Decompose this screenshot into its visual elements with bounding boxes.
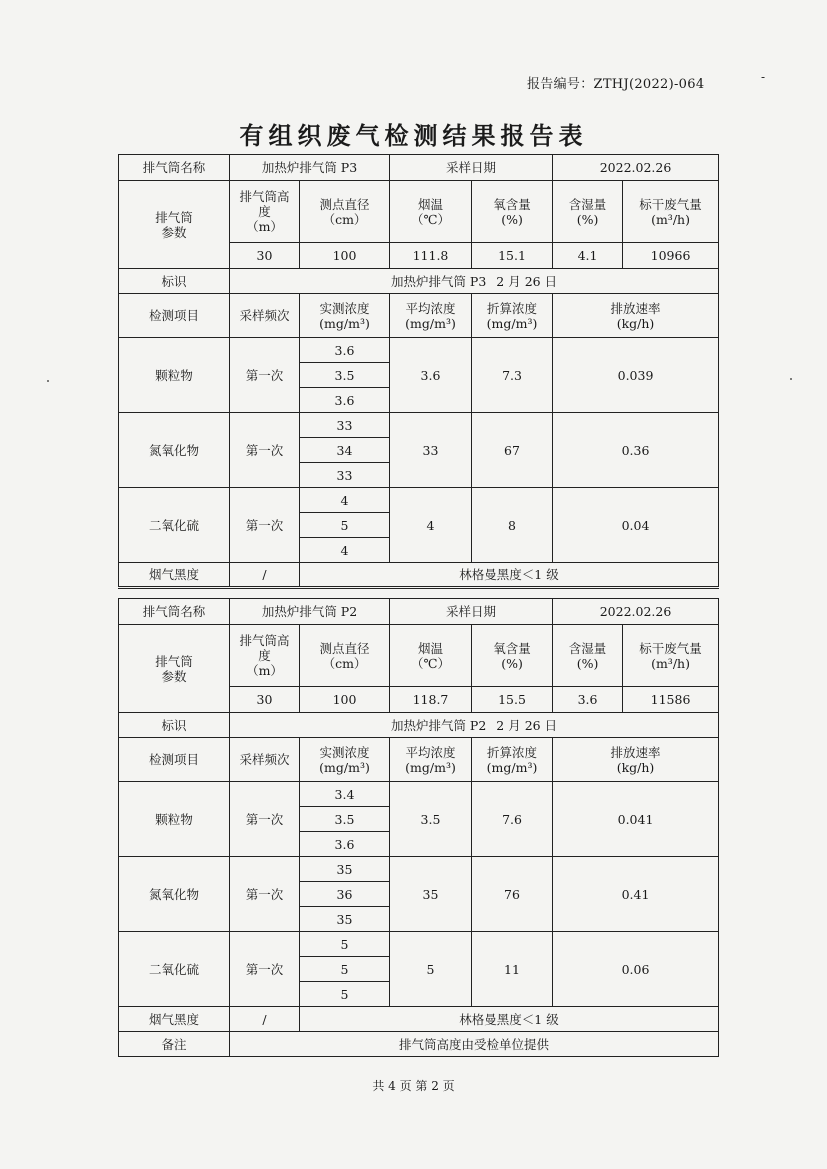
emission-rate-value: 0.04 — [553, 488, 719, 563]
avg-value: 33 — [390, 413, 472, 488]
moisture-header: 含湿量 (%) — [553, 625, 623, 687]
pollutant-freq: 第一次 — [230, 932, 300, 1007]
flue-temp-value: 118.7 — [390, 687, 472, 713]
dry-gas-flow-value: 11586 — [623, 687, 719, 713]
measured-conc-header: 实测浓度 (mg/m³) — [300, 294, 390, 338]
margin-mark: - — [761, 70, 766, 84]
avg-conc-header: 平均浓度 (mg/m³) — [390, 294, 472, 338]
flue-temp-header: 烟温 （℃） — [390, 181, 472, 243]
avg-value: 3.5 — [390, 782, 472, 857]
emission-rate-value: 0.06 — [553, 932, 719, 1007]
converted-value: 7.6 — [472, 782, 553, 857]
measured-value: 4 — [300, 538, 390, 563]
marker-stack: 加热炉排气筒 P2 — [390, 717, 487, 733]
smoke-blackness-freq: / — [230, 1007, 300, 1032]
stack-params-label: 排气筒 参数 — [119, 625, 230, 713]
flue-temp-value: 111.8 — [390, 243, 472, 269]
measured-value: 3.4 — [300, 782, 390, 807]
moisture-value: 3.6 — [553, 687, 623, 713]
pollutant-name: 氮氧化物 — [119, 413, 230, 488]
measured-value: 33 — [300, 463, 390, 488]
pollutant-name: 二氧化硫 — [119, 488, 230, 563]
pollutant-freq: 第一次 — [230, 413, 300, 488]
marker-value — [230, 269, 719, 294]
dry-gas-flow-header: 标干废气量 (m³/h) — [623, 181, 719, 243]
stack-height-header: 排气筒高 度 （m） — [230, 181, 300, 243]
pollutant-name: 氮氧化物 — [119, 857, 230, 932]
measured-value: 36 — [300, 882, 390, 907]
stack-p2-table — [118, 598, 719, 1057]
marker-stack: 加热炉排气筒 P3 — [390, 273, 487, 289]
point-diameter-header: 测点直径 （cm） — [300, 625, 390, 687]
pollutant-freq: 第一次 — [230, 338, 300, 413]
stack-name: 加热炉排气筒 P2 — [230, 599, 390, 625]
converted-value: 7.3 — [472, 338, 553, 413]
stack-name-label: 排气筒名称 — [119, 155, 230, 181]
measured-value: 3.6 — [300, 338, 390, 363]
marker-date: 2 月 26 日 — [496, 273, 558, 289]
point-diameter-value: 100 — [300, 243, 390, 269]
measured-value: 33 — [300, 413, 390, 438]
pollutant-freq: 第一次 — [230, 782, 300, 857]
pollutant-name: 二氧化硫 — [119, 932, 230, 1007]
dry-gas-flow-value: 10966 — [623, 243, 719, 269]
avg-value: 4 — [390, 488, 472, 563]
stack-height-value: 30 — [230, 243, 300, 269]
oxygen-value: 15.5 — [472, 687, 553, 713]
avg-value: 3.6 — [390, 338, 472, 413]
converted-value: 67 — [472, 413, 553, 488]
measured-value: 5 — [300, 513, 390, 538]
moisture-header: 含湿量 (%) — [553, 181, 623, 243]
pollutant-freq: 第一次 — [230, 857, 300, 932]
stack-params-label: 排气筒 参数 — [119, 181, 230, 269]
flue-temp-header: 烟温 （℃） — [390, 625, 472, 687]
test-item-header: 检测项目 — [119, 294, 230, 338]
pollutant-name: 颗粒物 — [119, 782, 230, 857]
sampling-freq-header: 采样频次 — [230, 738, 300, 782]
converted-conc-header: 折算浓度 (mg/m³) — [472, 294, 553, 338]
marker-label: 标识 — [119, 713, 230, 738]
stack-height-header: 排气筒高 度 （m） — [230, 625, 300, 687]
emission-rate-value: 0.41 — [553, 857, 719, 932]
marker-label: 标识 — [119, 269, 230, 294]
scan-speck — [47, 380, 49, 382]
marker-value — [230, 713, 719, 738]
sampling-date-label: 采样日期 — [390, 155, 553, 181]
oxygen-header: 氧含量 (%) — [472, 181, 553, 243]
marker-date: 2 月 26 日 — [496, 717, 558, 733]
measured-conc-header: 实测浓度 (mg/m³) — [300, 738, 390, 782]
emission-rate-value: 0.039 — [553, 338, 719, 413]
stack-height-value: 30 — [230, 687, 300, 713]
measured-value: 3.6 — [300, 388, 390, 413]
avg-value: 35 — [390, 857, 472, 932]
pollutant-name: 颗粒物 — [119, 338, 230, 413]
oxygen-value: 15.1 — [472, 243, 553, 269]
measured-value: 5 — [300, 932, 390, 957]
converted-value: 8 — [472, 488, 553, 563]
emission-rate-header: 排放速率 (kg/h) — [553, 294, 719, 338]
measured-value: 3.5 — [300, 807, 390, 832]
remarks-label: 备注 — [119, 1032, 230, 1057]
moisture-value: 4.1 — [553, 243, 623, 269]
page-title: 有组织废气检测结果报告表 — [239, 122, 588, 150]
emission-rate-header: 排放速率 (kg/h) — [553, 738, 719, 782]
avg-value: 5 — [390, 932, 472, 1007]
remarks-value: 排气筒高度由受检单位提供 — [230, 1032, 719, 1057]
smoke-blackness-value: 林格曼黑度＜1 级 — [300, 1007, 719, 1032]
converted-conc-header: 折算浓度 (mg/m³) — [472, 738, 553, 782]
measured-value: 5 — [300, 957, 390, 982]
measured-value: 35 — [300, 907, 390, 932]
smoke-blackness-label: 烟气黑度 — [119, 563, 230, 588]
avg-conc-header: 平均浓度 (mg/m³) — [390, 738, 472, 782]
pollutant-freq: 第一次 — [230, 488, 300, 563]
point-diameter-header: 测点直径 （cm） — [300, 181, 390, 243]
smoke-blackness-label: 烟气黑度 — [119, 1007, 230, 1032]
emission-rate-value: 0.041 — [553, 782, 719, 857]
measured-value: 34 — [300, 438, 390, 463]
measured-value: 35 — [300, 857, 390, 882]
measured-value: 3.5 — [300, 363, 390, 388]
sampling-date: 2022.02.26 — [553, 155, 719, 181]
converted-value: 76 — [472, 857, 553, 932]
smoke-blackness-value: 林格曼黑度＜1 级 — [300, 563, 719, 588]
measured-value: 4 — [300, 488, 390, 513]
dry-gas-flow-header: 标干废气量 (m³/h) — [623, 625, 719, 687]
stack-p3-table — [118, 154, 719, 589]
sampling-freq-header: 采样频次 — [230, 294, 300, 338]
test-item-header: 检测项目 — [119, 738, 230, 782]
converted-value: 11 — [472, 932, 553, 1007]
emission-rate-value: 0.36 — [553, 413, 719, 488]
report-number: 报告编号：ZTHJ(2022)-064 — [527, 77, 705, 92]
stack-name-label: 排气筒名称 — [119, 599, 230, 625]
point-diameter-value: 100 — [300, 687, 390, 713]
stack-name: 加热炉排气筒 P3 — [230, 155, 390, 181]
measured-value: 5 — [300, 982, 390, 1007]
smoke-blackness-freq: / — [230, 563, 300, 588]
measured-value: 3.6 — [300, 832, 390, 857]
page-footer: 共 4 页 第 2 页 — [372, 1079, 455, 1093]
oxygen-header: 氧含量 (%) — [472, 625, 553, 687]
scan-speck — [790, 378, 792, 380]
sampling-date-label: 采样日期 — [390, 599, 553, 625]
sampling-date: 2022.02.26 — [553, 599, 719, 625]
